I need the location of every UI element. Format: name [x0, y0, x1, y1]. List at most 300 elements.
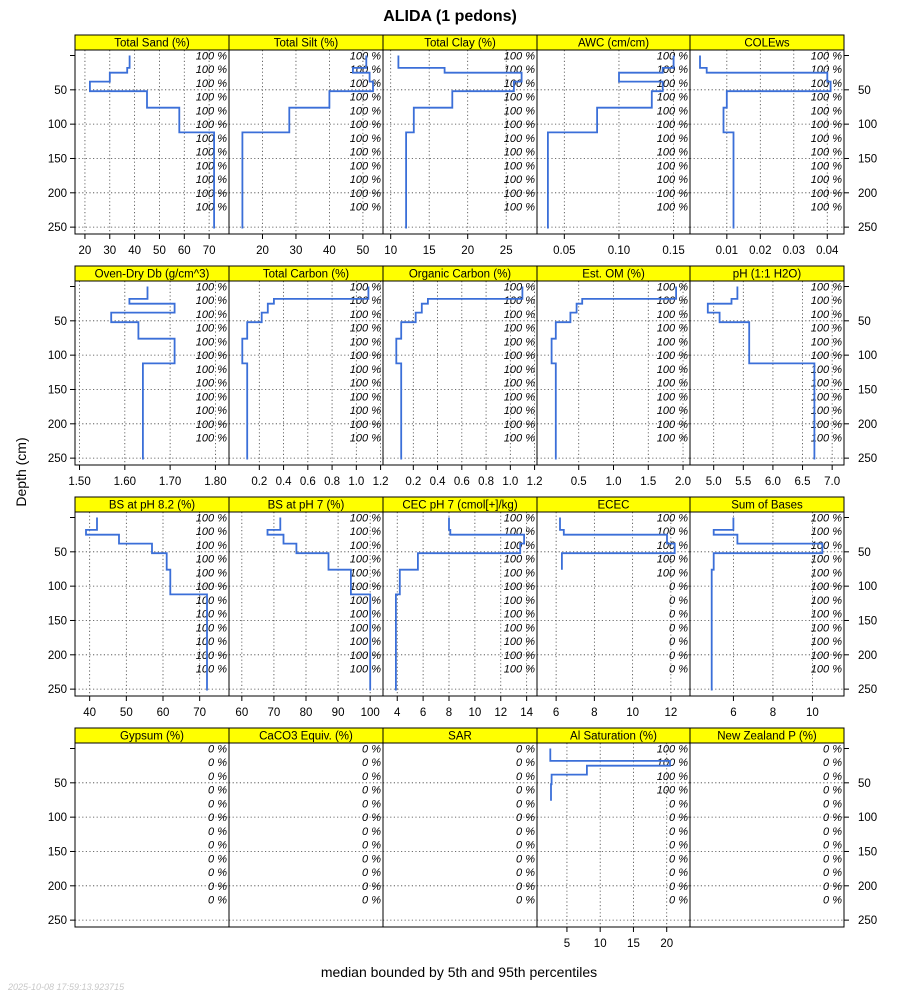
x-tick-label: 5.0 — [705, 476, 722, 488]
percent-label: 100 % — [503, 132, 535, 145]
percent-label: 0 % — [516, 770, 535, 783]
percent-label: 100 % — [656, 105, 688, 118]
x-tick-label: 4 — [394, 707, 401, 719]
y-axis-title: Depth (cm) — [13, 437, 29, 507]
percent-label: 100 % — [349, 567, 381, 580]
percent-label: 0 % — [208, 743, 227, 756]
percent-label: 0 % — [362, 880, 381, 893]
percent-label: 100 % — [503, 649, 535, 662]
panel-strip-label: SAR — [448, 730, 472, 743]
percent-label: 100 % — [195, 526, 227, 539]
percent-label: 100 % — [810, 553, 842, 566]
percent-label: 100 % — [503, 64, 535, 77]
percent-label: 100 % — [656, 567, 688, 580]
percent-label: 0 % — [669, 649, 688, 662]
percent-label: 100 % — [656, 50, 688, 63]
percent-label: 100 % — [810, 391, 842, 404]
percent-label: 100 % — [195, 119, 227, 132]
percent-label: 100 % — [349, 418, 381, 431]
y-tick-label: 50 — [54, 546, 67, 559]
percent-label: 100 % — [349, 432, 381, 445]
percent-label: 100 % — [656, 363, 688, 376]
percent-label: 100 % — [656, 91, 688, 104]
percent-label: 100 % — [349, 146, 381, 159]
panel — [383, 728, 537, 927]
percent-label: 0 % — [208, 839, 227, 852]
percent-label: 100 % — [195, 418, 227, 431]
percent-label: 100 % — [656, 350, 688, 363]
x-tick-label: 1.2 — [372, 476, 389, 488]
chart-title: ALIDA (1 pedons) — [383, 8, 517, 25]
percent-label: 100 % — [195, 405, 227, 418]
x-tick-label: 10 — [593, 938, 607, 950]
panel — [48, 266, 229, 488]
y-tick-label: 100 — [47, 119, 67, 132]
percent-label: 100 % — [349, 174, 381, 187]
percent-label: 100 % — [195, 308, 227, 321]
x-tick-label: 40 — [323, 245, 336, 257]
percent-label: 0 % — [516, 880, 535, 893]
percent-label: 100 % — [810, 50, 842, 63]
x-tick-label: 25 — [499, 245, 513, 257]
percent-label: 0 % — [823, 825, 842, 838]
percent-label: 100 % — [503, 539, 535, 552]
panel — [537, 35, 690, 257]
y-tick-label: 250 — [47, 915, 67, 928]
x-tick-label: 14 — [520, 707, 534, 719]
y-tick-label: 250 — [47, 684, 67, 697]
y-tick-label: 100 — [858, 581, 878, 594]
percent-label: 100 % — [349, 581, 381, 594]
panel-strip-label: pH (1:1 H2O) — [732, 268, 802, 281]
percent-label: 100 % — [349, 160, 381, 173]
percent-label: 100 % — [503, 336, 535, 349]
percent-label: 100 % — [503, 50, 535, 63]
x-tick-label: 12 — [664, 707, 678, 719]
percent-label: 100 % — [656, 146, 688, 159]
percent-label: 100 % — [195, 594, 227, 607]
percent-label: 0 % — [823, 839, 842, 852]
percent-label: 100 % — [656, 405, 688, 418]
percent-label: 100 % — [503, 377, 535, 390]
percent-label: 100 % — [656, 784, 688, 797]
panel — [48, 35, 229, 257]
y-tick-label: 200 — [47, 187, 67, 200]
y-tick-label: 100 — [47, 581, 67, 594]
percent-label: 100 % — [349, 377, 381, 390]
y-tick-label: 50 — [54, 84, 67, 97]
panel — [690, 35, 877, 257]
panel-strip-label: COLEws — [744, 37, 790, 50]
x-tick-label: 15 — [422, 245, 436, 257]
percent-label: 100 % — [503, 663, 535, 676]
percent-label: 100 % — [503, 281, 535, 294]
y-tick-label: 150 — [47, 846, 67, 859]
percent-label: 100 % — [503, 295, 535, 308]
y-tick-label: 200 — [858, 418, 878, 431]
percent-label: 0 % — [362, 894, 381, 907]
percent-label: 100 % — [503, 622, 535, 635]
percent-label: 100 % — [349, 663, 381, 676]
percent-label: 100 % — [349, 187, 381, 200]
percent-label: 100 % — [810, 622, 842, 635]
percent-label: 0 % — [516, 853, 535, 866]
percent-label: 100 % — [656, 77, 688, 90]
y-tick-label: 250 — [858, 684, 878, 697]
percent-label: 100 % — [656, 526, 688, 539]
percent-label: 0 % — [516, 825, 535, 838]
panel-strip-label: CaCO3 Equiv. (%) — [259, 730, 353, 743]
y-tick-label: 100 — [47, 812, 67, 825]
percent-label: 100 % — [656, 553, 688, 566]
percent-label: 100 % — [195, 622, 227, 635]
percent-label: 100 % — [810, 649, 842, 662]
percent-label: 0 % — [362, 839, 381, 852]
x-tick-label: 0.8 — [478, 476, 495, 488]
percent-label: 0 % — [669, 825, 688, 838]
profile-line — [111, 287, 174, 460]
y-tick-label: 50 — [858, 546, 871, 559]
percent-label: 100 % — [195, 363, 227, 376]
percent-label: 100 % — [503, 350, 535, 363]
x-tick-label: 8 — [591, 707, 598, 719]
percent-label: 0 % — [823, 798, 842, 811]
x-tick-label: 30 — [103, 245, 117, 257]
percent-label: 100 % — [656, 757, 688, 770]
x-tick-label: 0.02 — [749, 245, 772, 257]
percent-label: 100 % — [503, 201, 535, 214]
percent-label: 100 % — [503, 146, 535, 159]
y-tick-label: 250 — [858, 222, 878, 235]
x-tick-label: 50 — [153, 245, 166, 257]
panel — [690, 497, 877, 719]
percent-label: 100 % — [503, 91, 535, 104]
x-tick-label: 1.80 — [204, 476, 227, 488]
percent-label: 100 % — [503, 526, 535, 539]
panel — [690, 266, 877, 488]
percent-label: 100 % — [656, 539, 688, 552]
percent-label: 100 % — [810, 336, 842, 349]
x-tick-label: 40 — [128, 245, 142, 257]
x-tick-label: 10 — [806, 707, 819, 719]
x-tick-label: 10 — [384, 245, 398, 257]
percent-label: 100 % — [195, 567, 227, 580]
x-tick-label: 1.0 — [502, 476, 519, 488]
x-tick-label: 5 — [563, 938, 571, 950]
percent-label: 0 % — [516, 784, 535, 797]
panel-border — [229, 743, 383, 927]
percent-label: 100 % — [349, 50, 381, 63]
panel — [537, 728, 690, 950]
percent-label: 100 % — [195, 649, 227, 662]
percent-label: 100 % — [656, 132, 688, 145]
percent-label: 0 % — [208, 798, 227, 811]
panel-strip-label: Total Sand (%) — [114, 37, 190, 50]
x-tick-label: 6 — [419, 707, 427, 719]
percent-label: 100 % — [503, 174, 535, 187]
percent-label: 100 % — [656, 418, 688, 431]
percent-label: 100 % — [195, 77, 227, 90]
percent-label: 0 % — [362, 798, 381, 811]
x-tick-label: 0.4 — [275, 476, 292, 488]
x-tick-label: 60 — [235, 707, 249, 719]
panel-border — [75, 743, 229, 927]
x-tick-label: 50 — [119, 707, 133, 719]
percent-label: 0 % — [823, 784, 842, 797]
y-tick-label: 200 — [858, 880, 878, 893]
percent-label: 100 % — [195, 336, 227, 349]
x-tick-label: 60 — [156, 707, 170, 719]
timestamp: 2025-10-08 17:59:13.923715 — [8, 982, 125, 992]
x-tick-label: 2.0 — [675, 476, 692, 488]
panel-strip-label: AWC (cm/cm) — [577, 37, 650, 50]
x-tick-label: 6.0 — [764, 476, 781, 488]
panel-strip-label: Est. OM (%) — [582, 268, 645, 281]
x-tick-label: 20 — [461, 245, 475, 257]
percent-label: 100 % — [503, 636, 535, 649]
percent-label: 100 % — [810, 146, 842, 159]
percent-label: 100 % — [810, 201, 842, 214]
panel-strip-label: Total Clay (%) — [424, 37, 496, 50]
percent-label: 100 % — [656, 308, 688, 321]
panel-border — [383, 743, 537, 927]
percent-label: 100 % — [656, 119, 688, 132]
percent-label: 100 % — [349, 322, 381, 335]
percent-label: 0 % — [208, 825, 227, 838]
percent-label: 100 % — [656, 64, 688, 77]
percent-label: 0 % — [669, 663, 688, 676]
percent-label: 100 % — [195, 581, 227, 594]
percent-label: 100 % — [810, 187, 842, 200]
panel — [537, 266, 691, 488]
percent-label: 100 % — [656, 281, 688, 294]
percent-label: 100 % — [349, 105, 381, 118]
x-tick-label: 1.60 — [113, 476, 137, 488]
x-tick-label: 6 — [552, 707, 560, 719]
percent-label: 0 % — [208, 812, 227, 825]
percent-label: 0 % — [823, 894, 842, 907]
percent-label: 100 % — [810, 567, 842, 580]
profile-line — [712, 518, 823, 691]
percent-label: 100 % — [195, 432, 227, 445]
panel — [690, 728, 877, 927]
percent-label: 0 % — [823, 880, 842, 893]
x-tick-label: 1.70 — [158, 476, 182, 488]
x-tick-label: 50 — [356, 245, 370, 257]
percent-label: 100 % — [195, 295, 227, 308]
percent-label: 100 % — [656, 336, 688, 349]
percent-label: 100 % — [810, 350, 842, 363]
x-tick-label: 1.50 — [68, 476, 91, 488]
panel — [229, 266, 389, 488]
percent-label: 0 % — [208, 770, 227, 783]
percent-label: 100 % — [349, 91, 381, 104]
percent-label: 100 % — [195, 391, 227, 404]
percent-label: 0 % — [669, 880, 688, 893]
panel — [383, 35, 537, 257]
y-tick-label: 250 — [858, 453, 878, 466]
percent-label: 100 % — [195, 64, 227, 77]
x-tick-label: 6.5 — [794, 476, 811, 488]
percent-label: 100 % — [656, 160, 688, 173]
percent-label: 100 % — [656, 201, 688, 214]
percent-label: 100 % — [810, 526, 842, 539]
percent-label: 100 % — [349, 622, 381, 635]
panel-strip-label: Oven-Dry Db (g/cm^3) — [94, 268, 210, 281]
x-tick-label: 1.0 — [605, 476, 622, 488]
percent-label: 0 % — [823, 853, 842, 866]
y-tick-label: 200 — [47, 418, 67, 431]
percent-label: 100 % — [349, 512, 381, 525]
percent-label: 0 % — [669, 853, 688, 866]
percent-label: 100 % — [349, 281, 381, 294]
percent-label: 0 % — [362, 825, 381, 838]
percent-label: 100 % — [810, 295, 842, 308]
y-tick-label: 200 — [47, 880, 67, 893]
percent-label: 100 % — [503, 119, 535, 132]
x-tick-label: 70 — [202, 245, 216, 257]
percent-label: 0 % — [669, 894, 688, 907]
percent-label: 100 % — [503, 77, 535, 90]
percent-label: 100 % — [503, 160, 535, 173]
percent-label: 100 % — [503, 105, 535, 118]
percent-label: 0 % — [669, 839, 688, 852]
x-tick-label: 80 — [299, 707, 313, 719]
percent-label: 100 % — [349, 636, 381, 649]
panel-border — [690, 743, 844, 927]
percent-label: 100 % — [810, 91, 842, 104]
panel-strip-label: Al Saturation (%) — [570, 730, 657, 743]
percent-label: 100 % — [195, 608, 227, 621]
y-tick-label: 150 — [47, 384, 67, 397]
panel — [229, 497, 383, 719]
percent-label: 0 % — [516, 757, 535, 770]
percent-label: 100 % — [810, 405, 842, 418]
percent-label: 0 % — [362, 853, 381, 866]
percent-label: 100 % — [810, 160, 842, 173]
y-tick-label: 100 — [47, 350, 67, 363]
percent-label: 100 % — [656, 295, 688, 308]
percent-label: 100 % — [810, 663, 842, 676]
x-tick-label: 0.8 — [324, 476, 341, 488]
percent-label: 0 % — [208, 867, 227, 880]
percent-label: 100 % — [195, 146, 227, 159]
panel — [229, 35, 383, 257]
percent-label: 100 % — [349, 594, 381, 607]
percent-label: 100 % — [810, 308, 842, 321]
x-tick-label: 20 — [256, 245, 269, 257]
percent-label: 0 % — [362, 867, 381, 880]
panel-strip-label: Total Silt (%) — [273, 37, 339, 50]
percent-label: 100 % — [810, 539, 842, 552]
x-tick-label: 6 — [730, 707, 737, 719]
percent-label: 100 % — [195, 174, 227, 187]
x-tick-label: 0.10 — [607, 245, 631, 257]
percent-label: 100 % — [349, 649, 381, 662]
x-tick-label: 30 — [289, 245, 303, 257]
percent-label: 0 % — [669, 622, 688, 635]
x-axis-title: median bounded by 5th and 95th percentiles — [320, 964, 598, 980]
x-tick-label: 5.5 — [735, 476, 752, 488]
y-tick-label: 150 — [47, 153, 67, 166]
y-tick-label: 50 — [54, 315, 67, 328]
panel-strip-label: New Zealand P (%) — [717, 730, 817, 743]
percent-label: 100 % — [349, 391, 381, 404]
percent-label: 100 % — [810, 432, 842, 445]
x-tick-label: 1.0 — [348, 476, 365, 488]
percent-label: 0 % — [669, 594, 688, 607]
percent-label: 100 % — [195, 377, 227, 390]
y-tick-label: 200 — [47, 649, 67, 662]
percent-label: 0 % — [669, 581, 688, 594]
x-tick-label: 8 — [445, 707, 453, 719]
percent-label: 100 % — [656, 174, 688, 187]
percent-label: 100 % — [656, 377, 688, 390]
percent-label: 100 % — [195, 539, 227, 552]
percent-label: 0 % — [823, 812, 842, 825]
y-tick-label: 200 — [858, 187, 878, 200]
percent-label: 100 % — [810, 77, 842, 90]
percent-label: 100 % — [195, 350, 227, 363]
x-tick-label: 1.2 — [526, 476, 543, 488]
y-tick-label: 150 — [858, 384, 878, 397]
x-tick-label: 100 — [360, 707, 380, 719]
percent-label: 100 % — [810, 608, 842, 621]
percent-label: 100 % — [810, 105, 842, 118]
profile-line — [86, 518, 207, 691]
percent-label: 100 % — [810, 581, 842, 594]
percent-label: 0 % — [362, 812, 381, 825]
percent-label: 100 % — [349, 405, 381, 418]
x-tick-label: 0.05 — [553, 245, 576, 257]
percent-label: 100 % — [195, 201, 227, 214]
x-tick-label: 0.6 — [453, 476, 470, 488]
percent-label: 0 % — [516, 839, 535, 852]
panel — [537, 497, 690, 719]
y-tick-label: 100 — [858, 119, 878, 132]
percent-label: 100 % — [810, 132, 842, 145]
percent-label: 100 % — [195, 281, 227, 294]
percent-label: 100 % — [503, 608, 535, 621]
panel — [229, 728, 383, 927]
x-tick-label: 10 — [626, 707, 640, 719]
profile-line — [550, 749, 670, 801]
y-tick-label: 200 — [858, 649, 878, 662]
percent-label: 100 % — [656, 322, 688, 335]
percent-label: 100 % — [349, 608, 381, 621]
percent-label: 0 % — [362, 784, 381, 797]
x-tick-label: 20 — [78, 245, 92, 257]
percent-label: 100 % — [349, 64, 381, 77]
x-tick-label: 90 — [331, 707, 345, 719]
percent-label: 100 % — [349, 553, 381, 566]
percent-label: 100 % — [195, 160, 227, 173]
percent-label: 100 % — [195, 663, 227, 676]
percent-label: 100 % — [349, 336, 381, 349]
percent-label: 100 % — [810, 512, 842, 525]
percent-label: 0 % — [516, 743, 535, 756]
x-tick-label: 0.15 — [662, 245, 685, 257]
percent-label: 100 % — [349, 526, 381, 539]
percent-label: 100 % — [503, 405, 535, 418]
percent-label: 100 % — [349, 295, 381, 308]
percent-label: 100 % — [503, 363, 535, 376]
percent-label: 0 % — [823, 867, 842, 880]
percent-label: 100 % — [195, 636, 227, 649]
percent-label: 100 % — [810, 636, 842, 649]
percent-label: 100 % — [349, 77, 381, 90]
x-tick-label: 0.2 — [405, 476, 422, 488]
